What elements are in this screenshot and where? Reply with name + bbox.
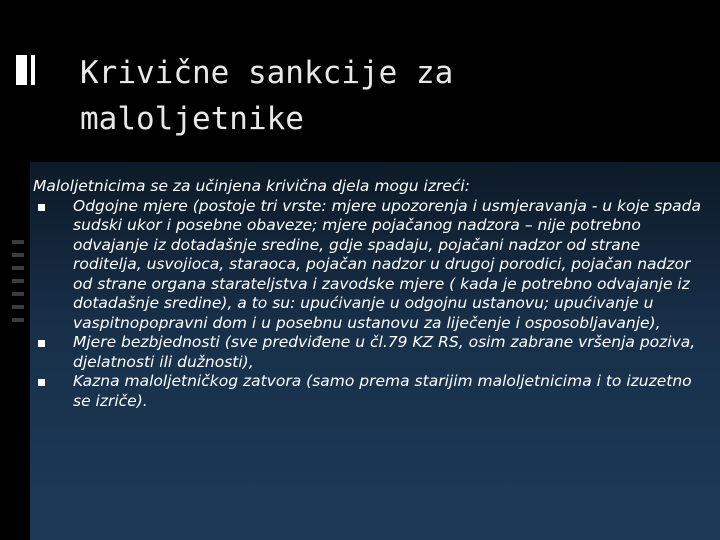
side-mark: [12, 318, 24, 322]
side-mark: [12, 253, 24, 257]
title-accent-bar-thin: [31, 55, 35, 85]
intro-text: Maloljetnicima se za učinjena krivična djela mogu izreći:: [33, 177, 470, 195]
square-bullet-icon: [38, 379, 45, 386]
side-decoration: [12, 240, 24, 331]
bullet-item: [33, 333, 713, 372]
title-accent-bar: [16, 55, 27, 85]
side-mark: [12, 305, 24, 309]
bullet-item: [33, 372, 713, 411]
side-mark: [12, 240, 24, 244]
square-bullet-icon: [38, 340, 45, 347]
slide-title-line: maloljetnike: [80, 101, 304, 137]
slide-title: [80, 50, 680, 142]
side-mark: [12, 266, 24, 270]
bullet-text: Mjere bezbjednosti (sve predviđene u čl.79 KZ RS, osim zabrane vršenja poziva, djelatnosti ili dužnosti),: [73, 333, 696, 371]
slide-title-line: Krivične sankcije za: [80, 55, 454, 91]
bullet-text: Odgojne mjere (postoje tri vrste: mjere upozorenja i usmjeravanja - u koje spada sudski ukor i posebne obaveze; mjere pojačanog nadzora – nije potrebno odvajanje iz dotadašnje sredine, gdje spadaju, pojačani nadzor od strane roditelja, usvojioca, staraoca, pojačan nadzor u drugoj porodici, pojačan nadzor od strane organa starateljstva i zavodske mjere ( kada je potrebno odvajanje iz dotadašnje sredine), a to su: upućivanje u odgojnu ustanovu; upućivanje u vaspitnopopravni dom i u posebnu ustanovu za liječenje i osposobljavanje),: [73, 196, 701, 332]
bullet-item: [33, 197, 713, 334]
side-mark: [12, 292, 24, 296]
bullet-list: [33, 197, 713, 412]
side-mark: [12, 279, 24, 283]
slide-body: [33, 177, 713, 411]
square-bullet-icon: [38, 204, 45, 211]
bullet-text: Kazna maloljetničkog zatvora (samo prema starijim maloljetnicima i to izuzetno se izriče).: [73, 372, 692, 410]
